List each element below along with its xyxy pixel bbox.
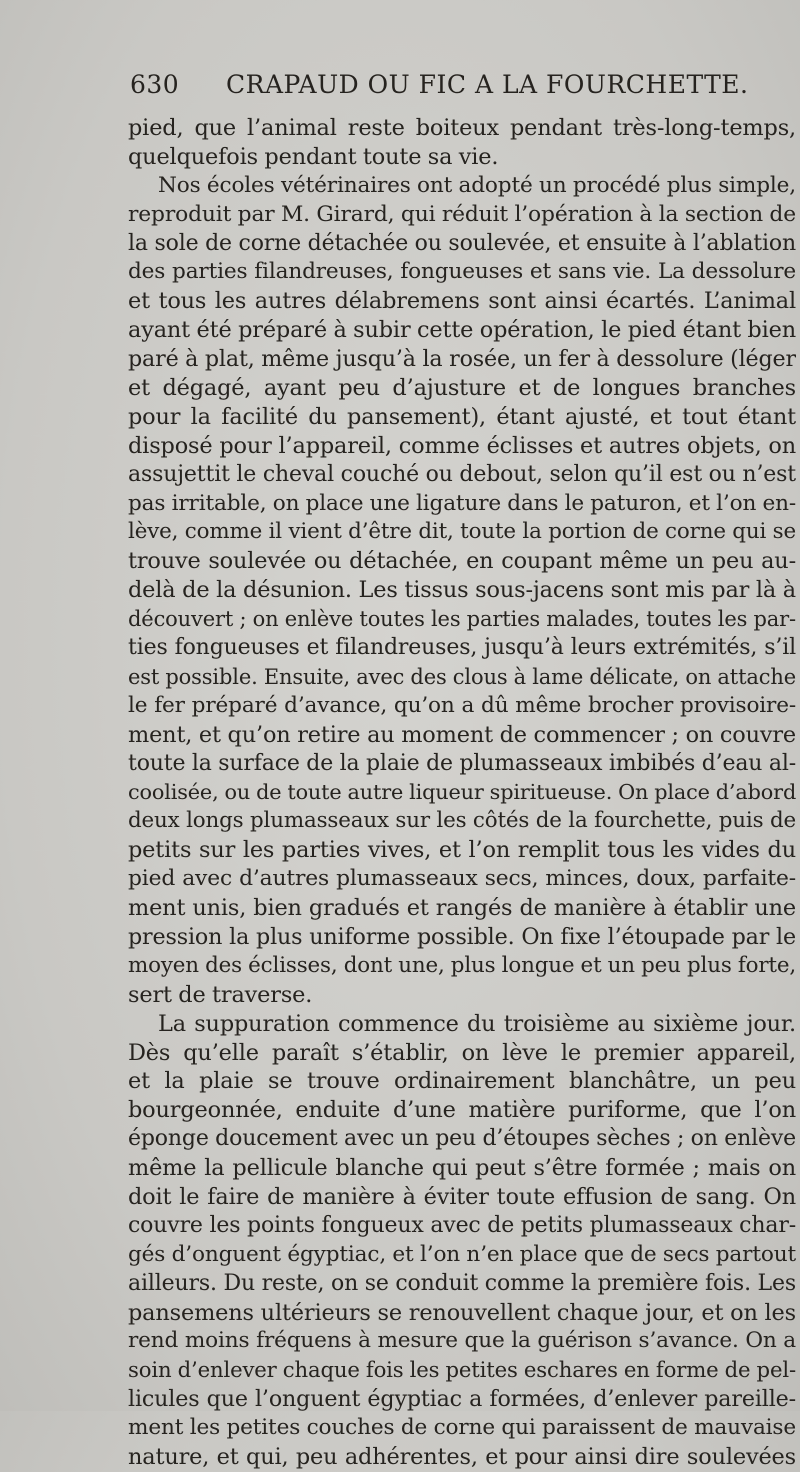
text-line: nature, et qui, peu adhérentes, et pour ainsi dire soulevées bbox=[128, 1443, 796, 1470]
text-line: la sole de corne détachée ou soulevée, et ensuite à l’ablation bbox=[128, 230, 796, 256]
text-line: Nos écoles vétérinaires ont adopté un procédé plus simple, bbox=[158, 172, 796, 198]
text-line: sert de traverse. bbox=[128, 981, 313, 1008]
text-line: découvert ; on enlève toutes les parties malades, toutes les par- bbox=[128, 607, 796, 632]
text-line: même la pellicule blanche qui peut s’être formée ; mais on bbox=[128, 1155, 796, 1182]
text-line: bourgeonnée, enduite d’une matière puriforme, que l’on bbox=[128, 1097, 796, 1124]
text-line: lève, comme il vient d’être dit, toute la portion de corne qui se bbox=[128, 519, 796, 545]
text-line: disposé pour l’appareil, comme éclisses et autres objets, on bbox=[128, 432, 796, 459]
text-line: pour la facilité du pansement), étant ajusté, et tout étant bbox=[128, 403, 796, 430]
text-line: toute la surface de la plaie de plumasseaux imbibés d’eau al- bbox=[128, 750, 796, 776]
text-line: pansemens ultérieurs se renouvellent chaque jour, et on les bbox=[128, 1299, 796, 1326]
text-line: pied avec d’autres plumasseaux secs, minces, doux, parfaite- bbox=[128, 866, 796, 892]
running-title: CRAPAUD OU FIC A LA FOURCHETTE. bbox=[226, 70, 749, 99]
text-line: ment les petites couches de corne qui paraissent de mauvaise bbox=[128, 1415, 796, 1441]
text-line: trouve soulevée ou détachée, en coupant même un peu au- bbox=[128, 548, 796, 575]
text-line: moyen des éclisses, dont une, plus longue et un peu plus forte, bbox=[128, 952, 796, 978]
text-line: ment, et qu’on retire au moment de commencer ; on couvre bbox=[128, 721, 796, 748]
text-line: reproduit par M. Girard, qui réduit l’opération à la section de bbox=[128, 201, 796, 227]
page-number: 630 bbox=[130, 70, 180, 99]
text-line: licules que l’onguent égyptiac a formées, d’enlever pareille- bbox=[128, 1386, 796, 1413]
text-line: est possible. Ensuite, avec des clous à lame délicate, on attache bbox=[128, 664, 796, 689]
text-line: le fer préparé d’avance, qu’on a dû même brocher provisoire- bbox=[128, 692, 796, 718]
text-line: et tous les autres délabremens sont ainsi écartés. L’animal bbox=[128, 288, 796, 315]
text-line: et dégagé, ayant peu d’ajusture et de longues branches bbox=[128, 375, 796, 402]
text-line: ailleurs. Du reste, on se conduit comme la première fois. Les bbox=[128, 1270, 796, 1296]
text-line: paré à plat, même jusqu’à la rosée, un fer à dessolure (léger bbox=[128, 346, 796, 373]
text-line: petits sur les parties vives, et l’on remplit tous les vides du bbox=[128, 837, 796, 864]
text-line: delà de la désunion. Les tissus sous-jacens sont mis par là à bbox=[128, 577, 796, 604]
running-head bbox=[128, 70, 796, 114]
text-line: Dès qu’elle paraît s’établir, on lève le premier appareil, bbox=[128, 1039, 796, 1066]
text-line: rend moins fréquens à mesure que la guérison s’avance. On a bbox=[128, 1328, 796, 1354]
text-line: quelquefois pendant toute sa vie. bbox=[128, 143, 499, 170]
text-line: doit le faire de manière à éviter toute effusion de sang. On bbox=[128, 1183, 796, 1210]
book-page bbox=[128, 70, 796, 1470]
text-line: gés d’onguent égyptiac, et l’on n’en place que de secs partout bbox=[128, 1241, 796, 1267]
text-line: ment unis, bien gradués et rangés de manière à établir une bbox=[128, 895, 796, 922]
body-text bbox=[128, 114, 796, 1472]
text-line: La suppuration commence du troisième au sixième jour. bbox=[158, 1010, 796, 1037]
text-line: et la plaie se trouve ordinairement blanchâtre, un peu bbox=[128, 1068, 796, 1095]
text-line: pas irritable, on place une ligature dans le paturon, et l’on en- bbox=[128, 490, 796, 516]
text-line: soin d’enlever chaque fois les petites eschares en forme de pel- bbox=[128, 1357, 796, 1383]
text-line: coolisée, ou de toute autre liqueur spiritueuse. On place d’abord bbox=[128, 780, 796, 805]
text-line: assujettit le cheval couché ou debout, selon qu’il est ou n’est bbox=[128, 461, 796, 487]
text-line: ayant été préparé à subir cette opération, le pied étant bien bbox=[128, 317, 796, 344]
text-line: des parties filandreuses, fongueuses et sans vie. La dessolure bbox=[128, 259, 796, 285]
text-line: deux longs plumasseaux sur les côtés de la fourchette, puis de bbox=[128, 808, 796, 834]
text-line: couvre les points fongueux avec de petits plumasseaux char- bbox=[128, 1212, 796, 1238]
text-line: ties fongueuses et filandreuses, jusqu’à leurs extrémités, s’il bbox=[128, 635, 796, 661]
text-line: pression la plus uniforme possible. On fixe l’étoupade par le bbox=[128, 923, 796, 950]
text-line: éponge doucement avec un peu d’étoupes sèches ; on enlève bbox=[128, 1126, 796, 1152]
text-line: pied, que l’animal reste boiteux pendant très-long-temps, bbox=[128, 115, 796, 141]
